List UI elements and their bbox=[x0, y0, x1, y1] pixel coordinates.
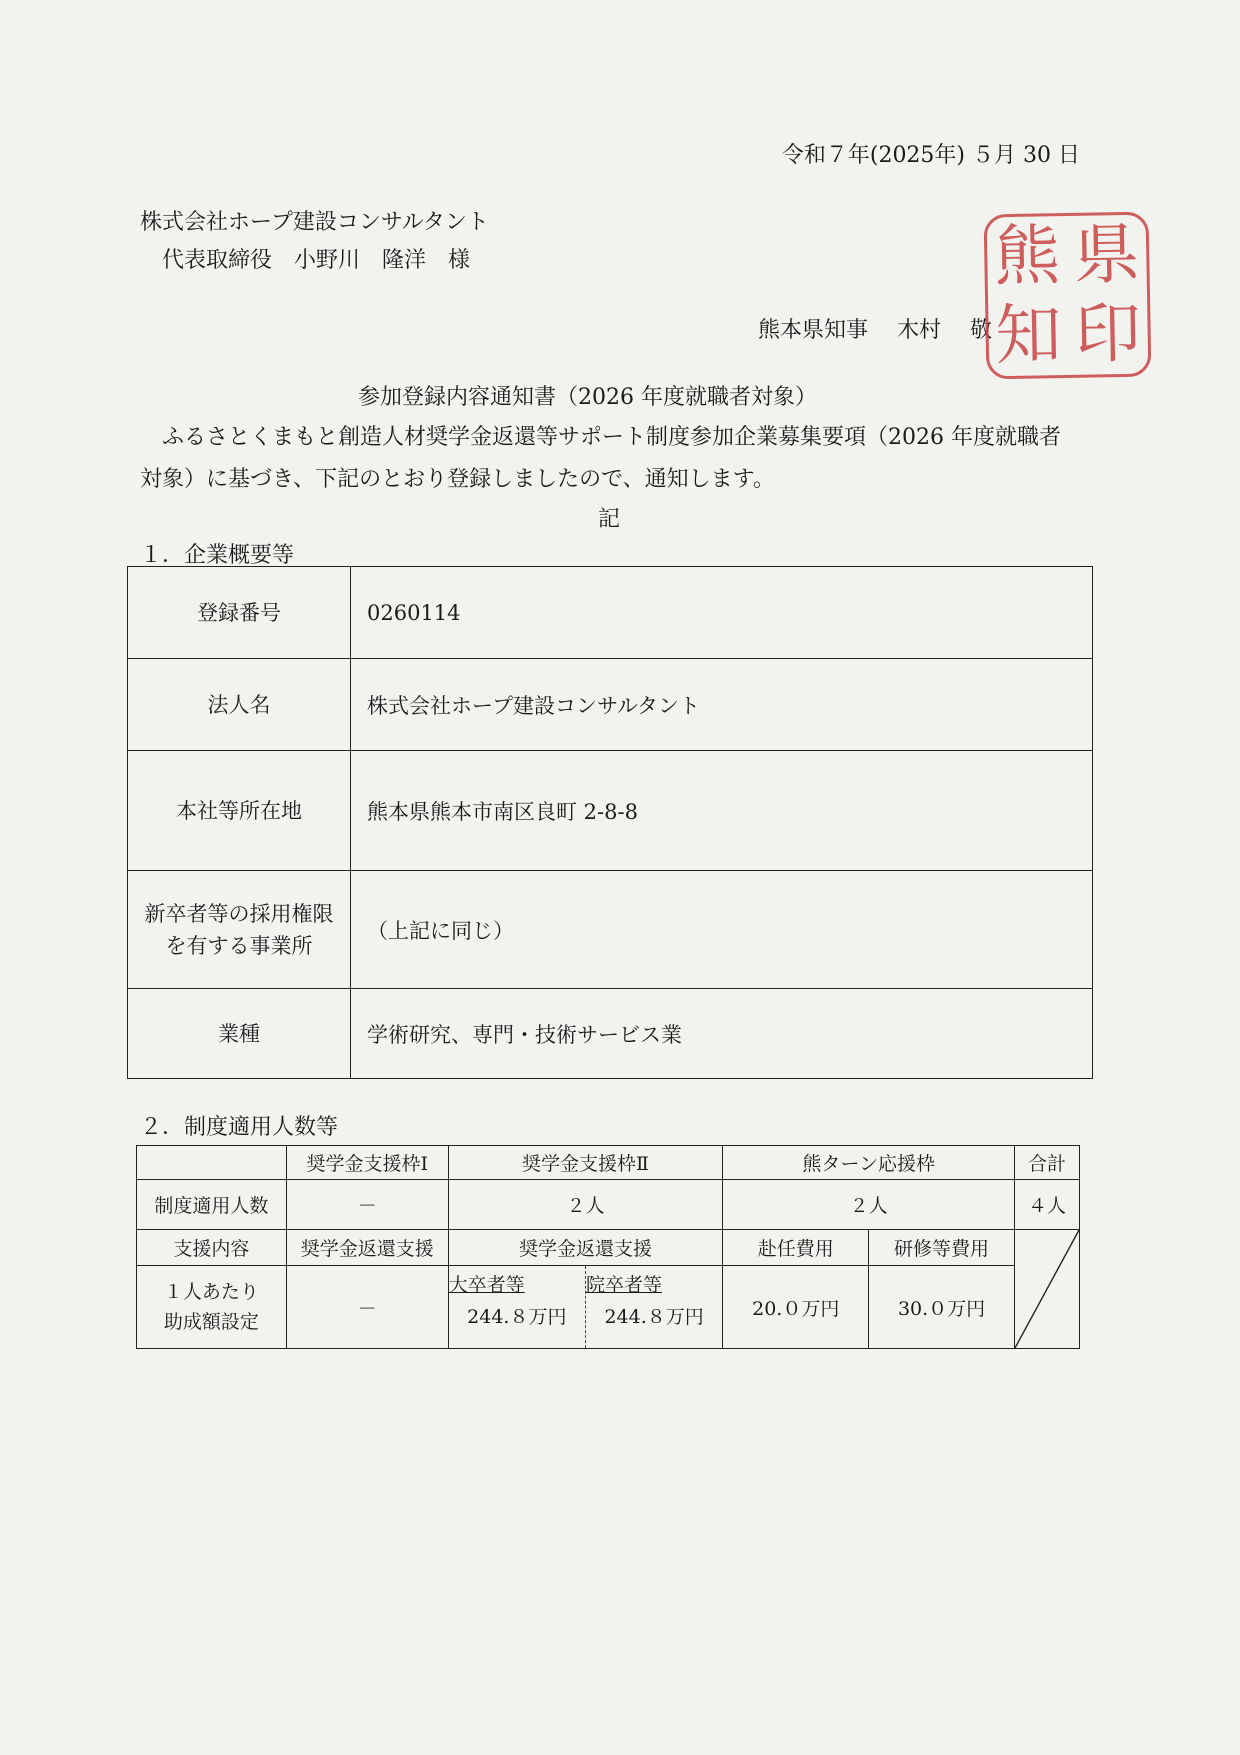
amount-label-line: 助成額設定 bbox=[163, 1311, 259, 1333]
corporate-name-label: 法人名 bbox=[128, 659, 351, 751]
grad-amount: 244.８万円 bbox=[604, 1306, 704, 1328]
program-table bbox=[136, 1145, 1080, 1349]
count-frame1: － bbox=[286, 1180, 448, 1230]
table-row bbox=[128, 567, 1093, 659]
col-header-kuma-turn: 熊ターン応援枠 bbox=[723, 1146, 1015, 1180]
issue-date: 令和７年(2025年) ５月 30 日 bbox=[781, 143, 1080, 168]
total-diagonal-cell bbox=[1014, 1230, 1079, 1349]
relocation-amount: 20.０万円 bbox=[723, 1266, 869, 1349]
section1-heading: １．企業概要等 bbox=[140, 543, 295, 568]
head-office-value: 熊本県熊本市南区良町 2-8-8 bbox=[351, 751, 1093, 871]
undergrad-label: 大卒者等 bbox=[448, 1274, 525, 1296]
document-title: 参加登録内容通知書（2026 年度就職者対象） bbox=[358, 385, 817, 410]
support-frame1: 奨学金返還支援 bbox=[286, 1230, 448, 1266]
count-label: 制度適用人数 bbox=[137, 1180, 287, 1230]
registration-number-label: 登録番号 bbox=[128, 567, 351, 659]
support-training: 研修等費用 bbox=[869, 1230, 1015, 1266]
sender-name: 熊本県知事 木村 敬 bbox=[758, 318, 992, 343]
registration-number-value: 0260114 bbox=[351, 567, 1093, 659]
col-header-total: 合計 bbox=[1014, 1146, 1079, 1180]
undergrad-amount: 244.８万円 bbox=[467, 1306, 567, 1328]
table-row bbox=[137, 1146, 1080, 1180]
seal-char: 印 bbox=[1074, 294, 1142, 374]
table-row bbox=[137, 1266, 1080, 1349]
industry-value: 学術研究、専門・技術サービス業 bbox=[351, 989, 1093, 1079]
count-total: ４人 bbox=[1014, 1180, 1079, 1230]
table-row bbox=[137, 1180, 1080, 1230]
company-overview-table bbox=[127, 566, 1093, 1079]
ki-mark: 記 bbox=[598, 507, 621, 532]
table-row bbox=[128, 659, 1093, 751]
amount-frame2 bbox=[448, 1266, 723, 1349]
diagonal-line bbox=[1015, 1230, 1079, 1348]
support-relocation: 赴任費用 bbox=[723, 1230, 869, 1266]
seal-char: 県 bbox=[1072, 215, 1141, 294]
corporate-name-value: 株式会社ホープ建設コンサルタント bbox=[351, 659, 1093, 751]
amount-label bbox=[137, 1266, 287, 1349]
col-header-frame1: 奨学金支援枠Ⅰ bbox=[286, 1146, 448, 1180]
table-row bbox=[128, 751, 1093, 871]
body-paragraph: ふるさとくまもと創造人材奨学金返還等サポート制度参加企業募集要項（2026 年度就職者対象）に基づき、下記のとおり登録しましたので、通知します。 bbox=[140, 425, 1061, 492]
hiring-office-value: （上記に同じ） bbox=[351, 871, 1093, 989]
table-row bbox=[137, 1230, 1080, 1266]
grad-label: 院卒者等 bbox=[585, 1274, 662, 1296]
industry-label: 業種 bbox=[128, 989, 351, 1079]
head-office-label: 本社等所在地 bbox=[128, 751, 351, 871]
count-kuma-turn: ２人 bbox=[723, 1180, 1015, 1230]
training-amount: 30.０万円 bbox=[869, 1266, 1015, 1349]
recipient-company: 株式会社ホープ建設コンサルタント bbox=[140, 210, 489, 235]
table-row bbox=[128, 989, 1093, 1079]
table-row bbox=[128, 871, 1093, 989]
recipient-person: 代表取締役 小野川 隆洋 様 bbox=[162, 248, 471, 273]
seal-char: 知 bbox=[994, 296, 1063, 375]
amount-label-line: １人あたり bbox=[163, 1281, 259, 1303]
col-header-frame2: 奨学金支援枠Ⅱ bbox=[448, 1146, 723, 1180]
count-frame2: ２人 bbox=[448, 1180, 723, 1230]
blank-cell bbox=[137, 1146, 287, 1180]
official-seal bbox=[984, 212, 1152, 380]
section2-heading: ２．制度適用人数等 bbox=[140, 1115, 339, 1140]
hiring-office-label: 新卒者等の採用権限を有する事業所 bbox=[128, 871, 351, 989]
support-frame2: 奨学金返還支援 bbox=[448, 1230, 723, 1266]
amount-frame1: － bbox=[286, 1266, 448, 1349]
support-label: 支援内容 bbox=[137, 1230, 287, 1266]
seal-char: 熊 bbox=[993, 216, 1061, 296]
